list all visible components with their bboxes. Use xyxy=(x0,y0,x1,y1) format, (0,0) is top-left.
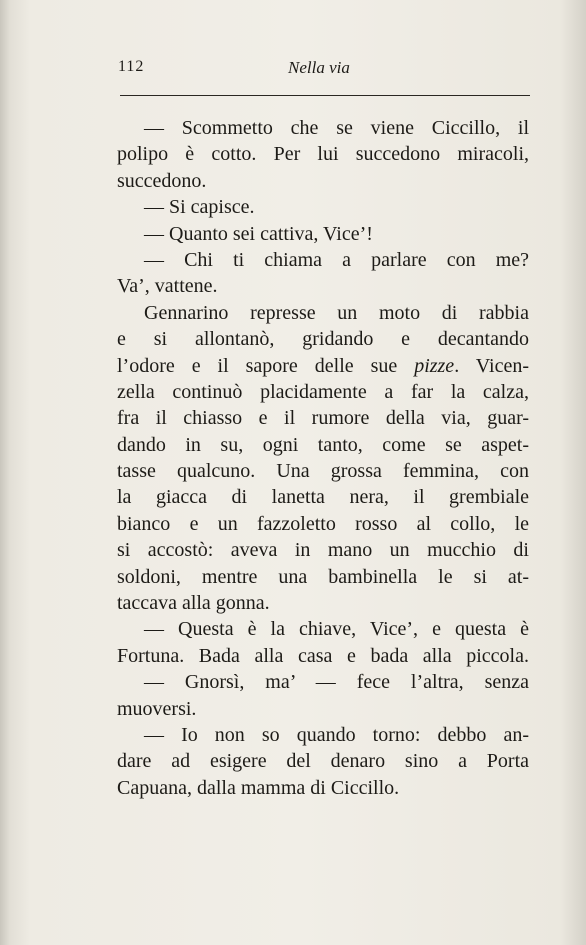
text-line: fra il chiasso e il rumore della via, guar- xyxy=(117,407,529,430)
body-text xyxy=(117,115,529,801)
text-line: tasse qualcuno. Una grossa femmina, con xyxy=(117,460,529,483)
text-line: Fortuna. Bada alla casa e bada alla piccola. xyxy=(117,644,529,667)
text-line: taccava alla gonna. xyxy=(117,592,270,615)
text-line: Gennarino represse un moto di rabbia xyxy=(144,301,529,324)
text-line: — Io non so quando torno: debbo an- xyxy=(144,723,529,746)
text-line: dare ad esigere del denaro sino a Porta xyxy=(117,750,529,773)
header-rule xyxy=(120,95,530,96)
text-line: — Si capisce. xyxy=(144,196,255,219)
text-line: zella continuò placidamente a far la calza, xyxy=(117,380,529,403)
text-line: — Chi ti chiama a parlare con me? xyxy=(144,248,529,271)
text-line: — Quanto sei cattiva, Vice’! xyxy=(144,222,373,245)
text-line: la giacca di lanetta nera, il grembiale xyxy=(117,486,529,509)
text-line: bianco e un fazzoletto rosso al collo, le xyxy=(117,512,529,535)
text-line: Capuana, dalla mamma di Ciccillo. xyxy=(117,776,400,799)
text-line: — Scommetto che se viene Ciccillo, il xyxy=(144,117,529,139)
running-title: Nella via xyxy=(288,58,350,77)
page-number: 112 xyxy=(118,58,145,75)
text-line: dando in su, ogni tanto, come se aspet- xyxy=(117,433,529,456)
text-line: polipo è cotto. Per lui succedono miracoli, xyxy=(117,143,529,166)
text-line: — Gnorsì, ma’ — fece l’altra, senza xyxy=(144,671,529,694)
text-line: Va’, vattene. xyxy=(117,275,218,298)
text-line: muoversi. xyxy=(117,697,197,720)
page-header xyxy=(118,58,528,84)
text-line: l’odore e il sapore delle sue pizze. Vicen- xyxy=(117,354,529,377)
text-line: e si allontanò, gridando e decantando xyxy=(117,328,529,351)
text-line: succedono. xyxy=(117,169,207,192)
text-line: — Questa è la chiave, Vice’, e questa è xyxy=(144,618,529,641)
text-line: soldoni, mentre una bambinella le si at- xyxy=(117,565,529,588)
text-line: si accostò: aveva in mano un mucchio di xyxy=(117,539,529,562)
